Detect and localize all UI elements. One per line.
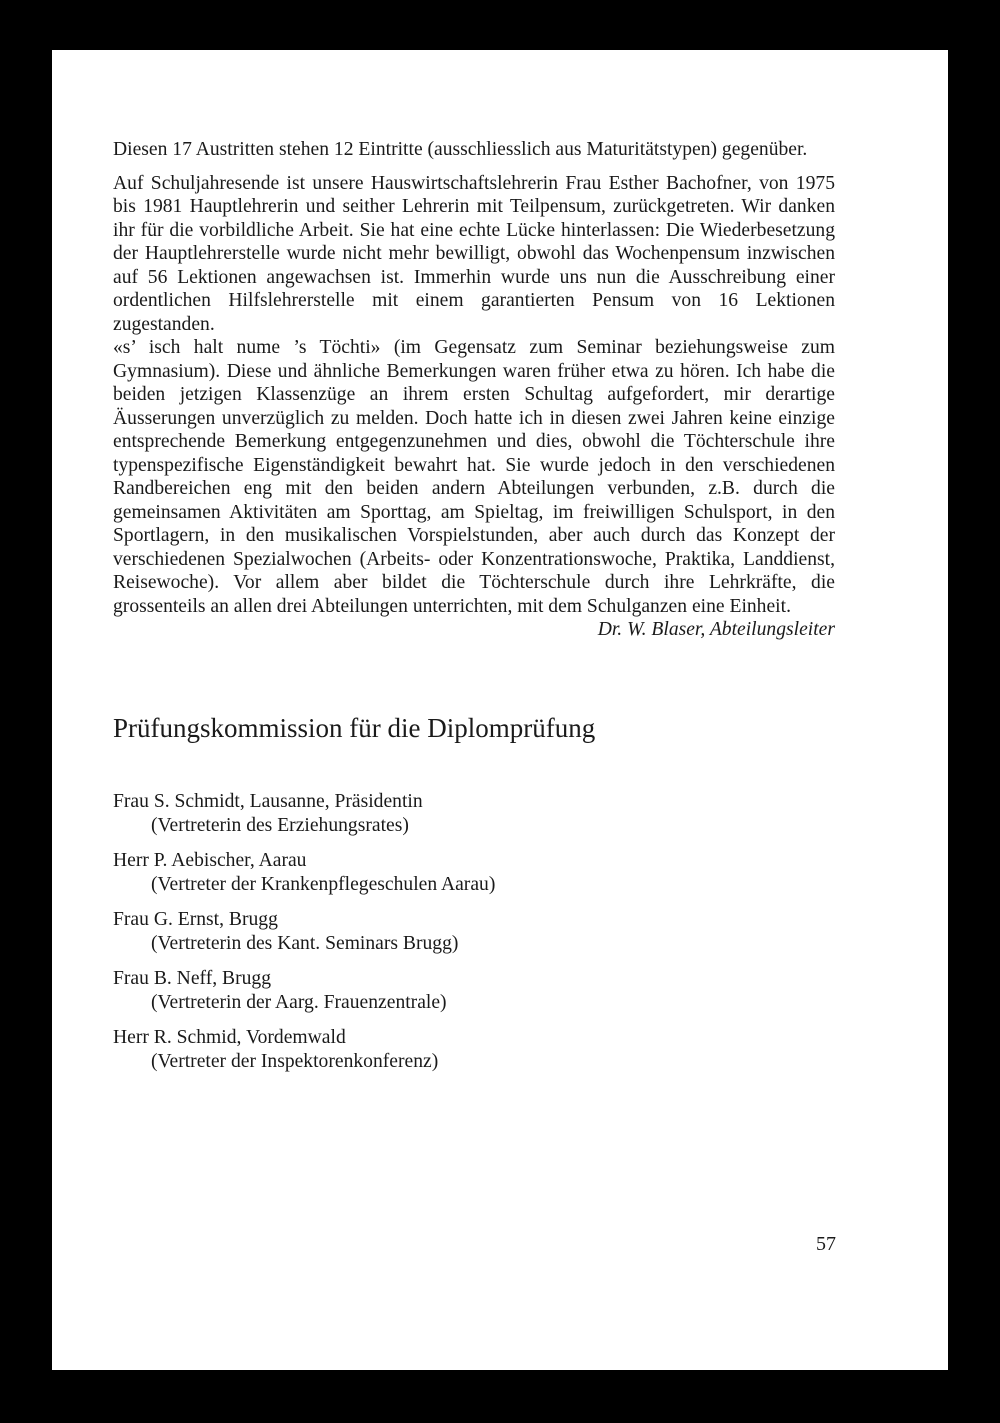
page-content [113,138,835,1085]
paragraph-3: «s’ isch halt nume ’s Töchti» (im Gegensatz zum Seminar beziehungsweise zum Gymnasium). Diese und ähnliche Bemerkungen waren früher etwa zu hören. Ich habe die beiden jetzigen Klassenzüge an ihrem ersten Schultag aufgefordert, mir derartige Äusserungen unverzüglich zu melden. Doch hatte ich in diesen zwei Jahren keine einzige entsprechende Bemerkung entgegenzunehmen und dies, obwohl die Töchterschule ihre typenspezifische Eigenständigkeit bewahrt hat. Sie wurde jedoch in den verschiedenen Randbereichen eng mit den beiden andern Abteilungen verbunden, z.B. durch die gemeinsamen Aktivitäten am Sporttag, am Spieltag, im freiwilligen Schulsport, in den Sportlagern, in den musikalischen Vorspielstunden, aber auch durch das Konzept der verschiedenen Spezialwochen (Arbeits- oder Konzentrationswoche, Praktika, Landdienst, Reisewoche). Vor allem aber bildet die Töchterschule durch ihre Lehrkräfte, die grossenteils an allen drei Abteilungen unterrichten, mit dem Schulganzen eine Einheit. [113,337,835,617]
page-number: 57 [816,1233,836,1255]
member-name: Herr P. Aebischer, Aarau [113,849,307,871]
member-role: (Vertreter der Inspektorenkonferenz) [151,1051,439,1072]
member-role: (Vertreter der Krankenpflegeschulen Aarau) [151,874,496,895]
member-name: Herr R. Schmid, Vordemwald [113,1026,346,1048]
member-name: Frau S. Schmidt, Lausanne, Präsidentin [113,790,423,812]
member-name: Frau B. Neff, Brugg [113,967,272,989]
list-item [113,908,835,957]
paragraph-2: Auf Schuljahresende ist unsere Hauswirtschaftslehrerin Frau Esther Bachofner, von 1975 bis 1981 Hauptlehrerin und seither Lehrerin mit Teilpensum, zurückgetreten. Wir danken ihr für die vorbildliche Arbeit. Sie hat eine echte Lücke hinterlassen: Die Wiederbesetzung der Hauptlehrerstelle wurde nicht mehr bewilligt, obwohl das Wochenpensum inzwischen auf 56 Lektionen angewachsen ist. Immerhin wurde uns nun die Ausschreibung einer ordentlichen Hilfslehrerstelle mit einem garantierten Pensum von 16 Lektionen zugestanden. [113,172,835,335]
section-heading: Prüfungskommission für die Diplomprüfung [113,712,596,743]
member-role: (Vertreterin des Kant. Seminars Brugg) [151,933,459,954]
page [52,50,948,1370]
list-item [113,1026,835,1075]
member-role: (Vertreterin der Aarg. Frauenzentrale) [151,992,447,1013]
member-name: Frau G. Ernst, Brugg [113,908,278,930]
commission-member-list [113,790,835,1075]
paragraph-1: Diesen 17 Austritten stehen 12 Eintritte (ausschliesslich aus Maturitätstypen) gegenüber. [113,139,808,160]
member-role: (Vertreterin des Erziehungsrates) [151,815,409,836]
list-item [113,849,835,898]
list-item [113,790,835,839]
list-item [113,967,835,1016]
signature: Dr. W. Blaser, Abteilungsleiter [597,619,835,640]
